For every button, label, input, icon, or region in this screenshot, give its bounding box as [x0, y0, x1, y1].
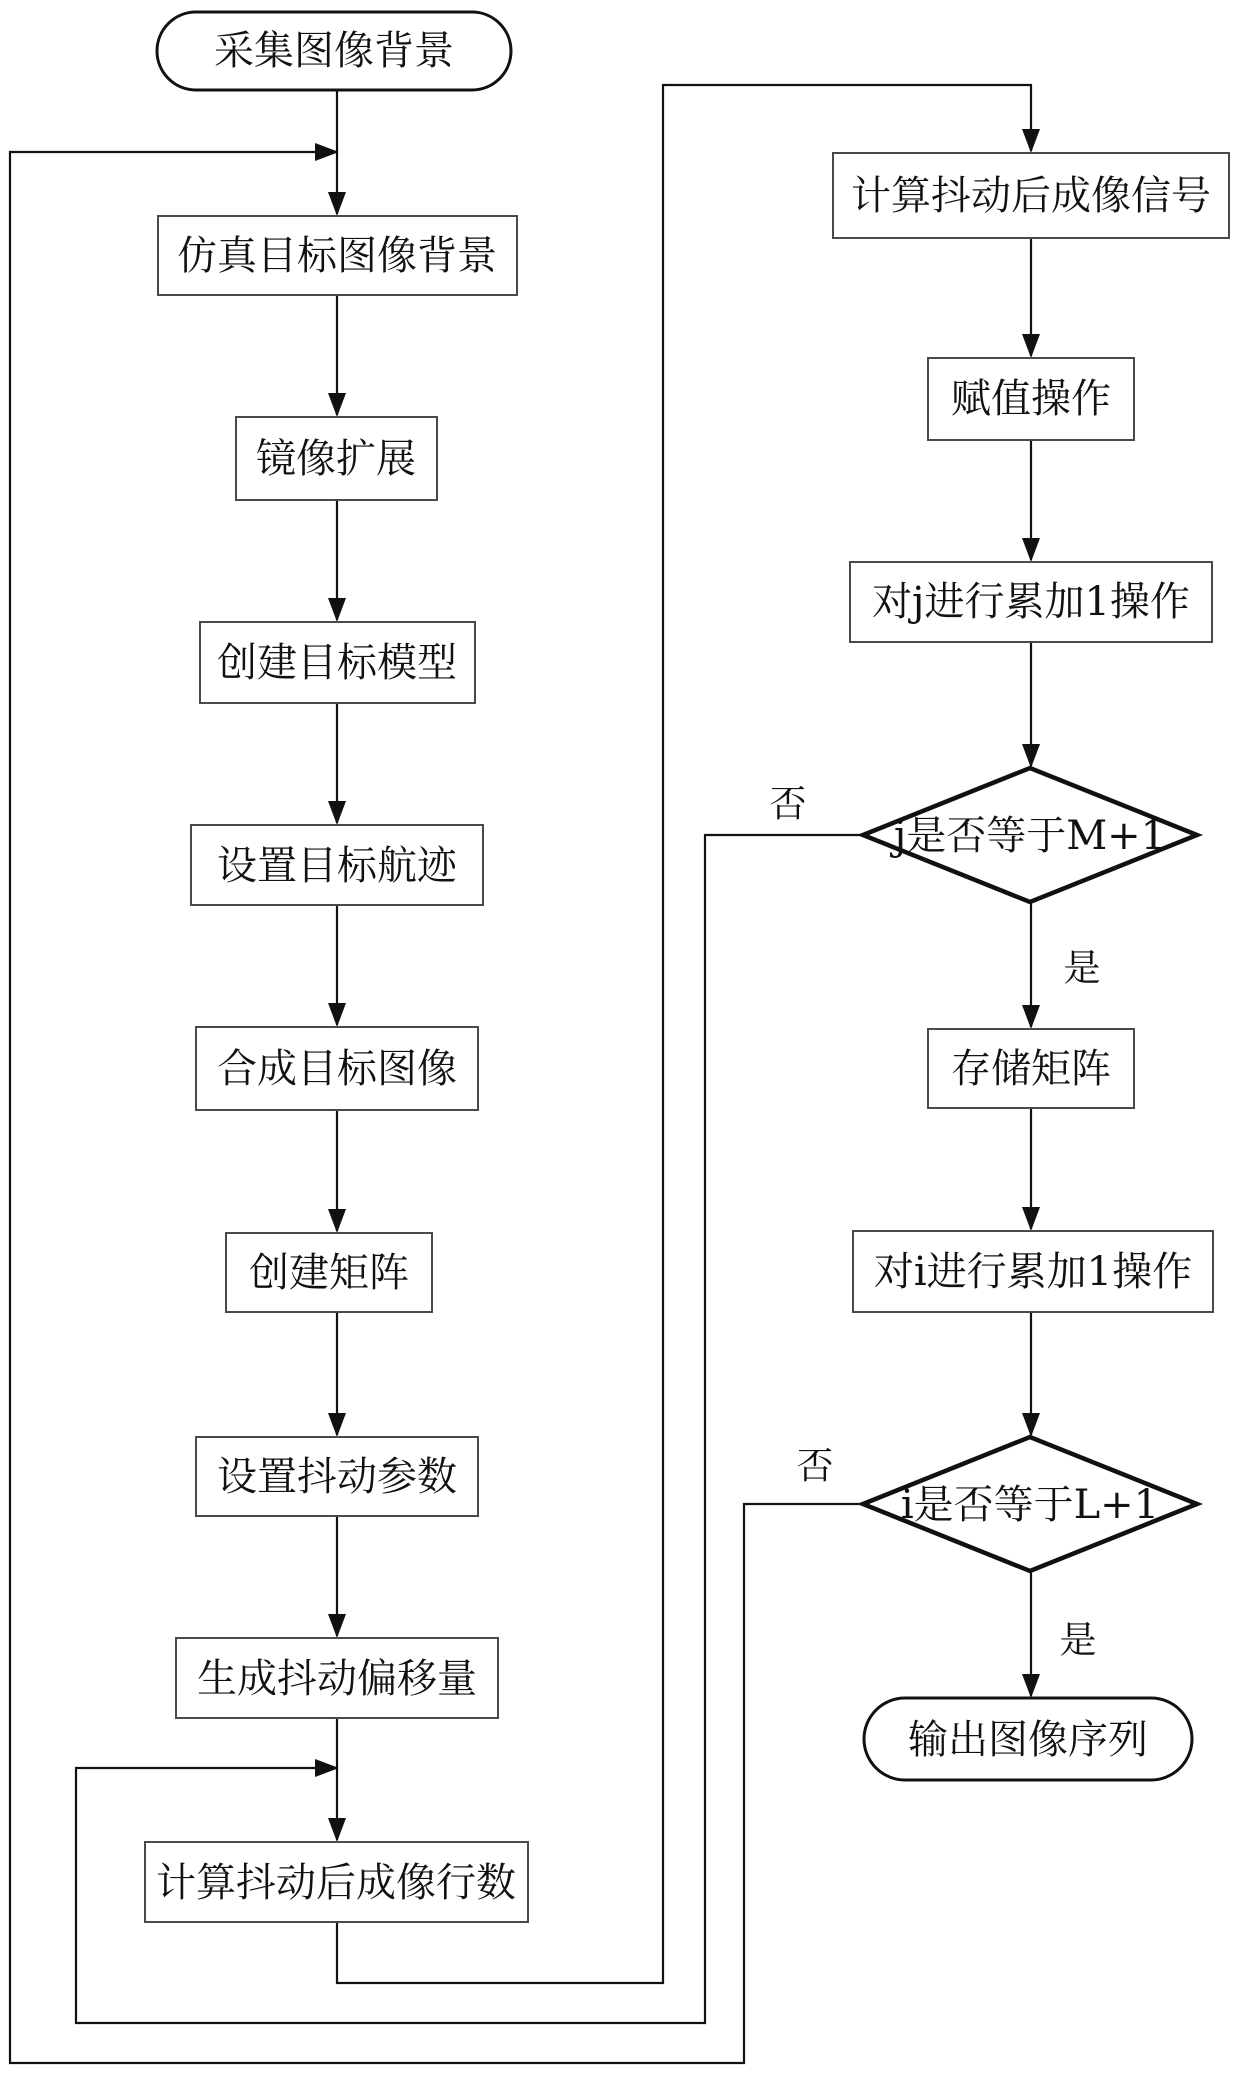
node-set-track [191, 825, 483, 905]
set-track-label: 设置目标航迹 [217, 843, 457, 889]
inc-i-label: 对i进行累加1操作 [873, 1249, 1193, 1295]
gen-offset-label: 生成抖动偏移量 [197, 1656, 477, 1702]
assign-label: 赋值操作 [951, 376, 1111, 422]
mirror-label: 镜像扩展 [256, 436, 416, 482]
store-label: 存储矩阵 [951, 1046, 1111, 1092]
calc-lines-label: 计算抖动后成像行数 [156, 1860, 516, 1906]
node-calc-lines [145, 1842, 528, 1922]
arrow-iloop-merge [315, 143, 339, 161]
check-i-label: i是否等于L+1 [900, 1482, 1160, 1528]
node-synth-img [196, 1027, 478, 1110]
synth-img-label: 合成目标图像 [217, 1046, 457, 1092]
arrow-into-matrix [328, 1209, 346, 1233]
node-create-matrix [226, 1233, 432, 1312]
arrow-into-assign [1022, 334, 1040, 358]
arrow-into-simbg [328, 192, 346, 216]
node-check-j [863, 768, 1197, 902]
node-inc-j [850, 562, 1212, 642]
arrow-jloop-merge [315, 1759, 339, 1777]
node-set-jitter [196, 1437, 478, 1516]
calc-signal-label: 计算抖动后成像信号 [851, 173, 1211, 219]
arrow-into-calcsignal [1022, 129, 1040, 153]
node-gen-offset [176, 1638, 498, 1718]
node-calc-signal [833, 153, 1229, 238]
arrow-into-synth [328, 1003, 346, 1027]
arrow-into-model [328, 598, 346, 622]
check-j-label: j是否等于M+1 [893, 813, 1167, 859]
node-start [157, 12, 511, 90]
arrow-into-store [1022, 1005, 1040, 1029]
check-i-no-label: 否 [796, 1444, 834, 1488]
node-sim-bg [158, 216, 517, 295]
node-mirror [236, 417, 437, 500]
create-matrix-label: 创建矩阵 [249, 1250, 409, 1296]
node-assign [928, 358, 1134, 440]
sim-bg-label: 仿真目标图像背景 [177, 233, 497, 279]
node-check-i [863, 1437, 1197, 1571]
arrow-into-incj [1022, 538, 1040, 562]
check-j-no-label: 否 [769, 782, 807, 826]
create-model-label: 创建目标模型 [217, 640, 457, 686]
node-create-model [200, 622, 475, 703]
arrow-into-jitter [328, 1413, 346, 1437]
arrow-into-inci [1022, 1207, 1040, 1231]
inc-j-label: 对j进行累加1操作 [872, 579, 1190, 625]
end-label: 输出图像序列 [908, 1717, 1148, 1763]
arrow-into-checkj [1022, 744, 1040, 768]
arrow-into-end [1022, 1674, 1040, 1698]
set-jitter-label: 设置抖动参数 [217, 1454, 457, 1500]
arrow-into-checki [1022, 1413, 1040, 1437]
node-end [864, 1698, 1192, 1780]
check-j-yes-label: 是 [1063, 946, 1101, 990]
node-store [928, 1029, 1134, 1108]
start-label: 采集图像背景 [214, 28, 454, 74]
arrow-into-track [328, 801, 346, 825]
arrow-into-mirror [328, 393, 346, 417]
arrow-into-offset [328, 1614, 346, 1638]
arrow-into-calclines [328, 1818, 346, 1842]
node-inc-i [853, 1231, 1213, 1312]
check-i-yes-label: 是 [1059, 1618, 1097, 1662]
